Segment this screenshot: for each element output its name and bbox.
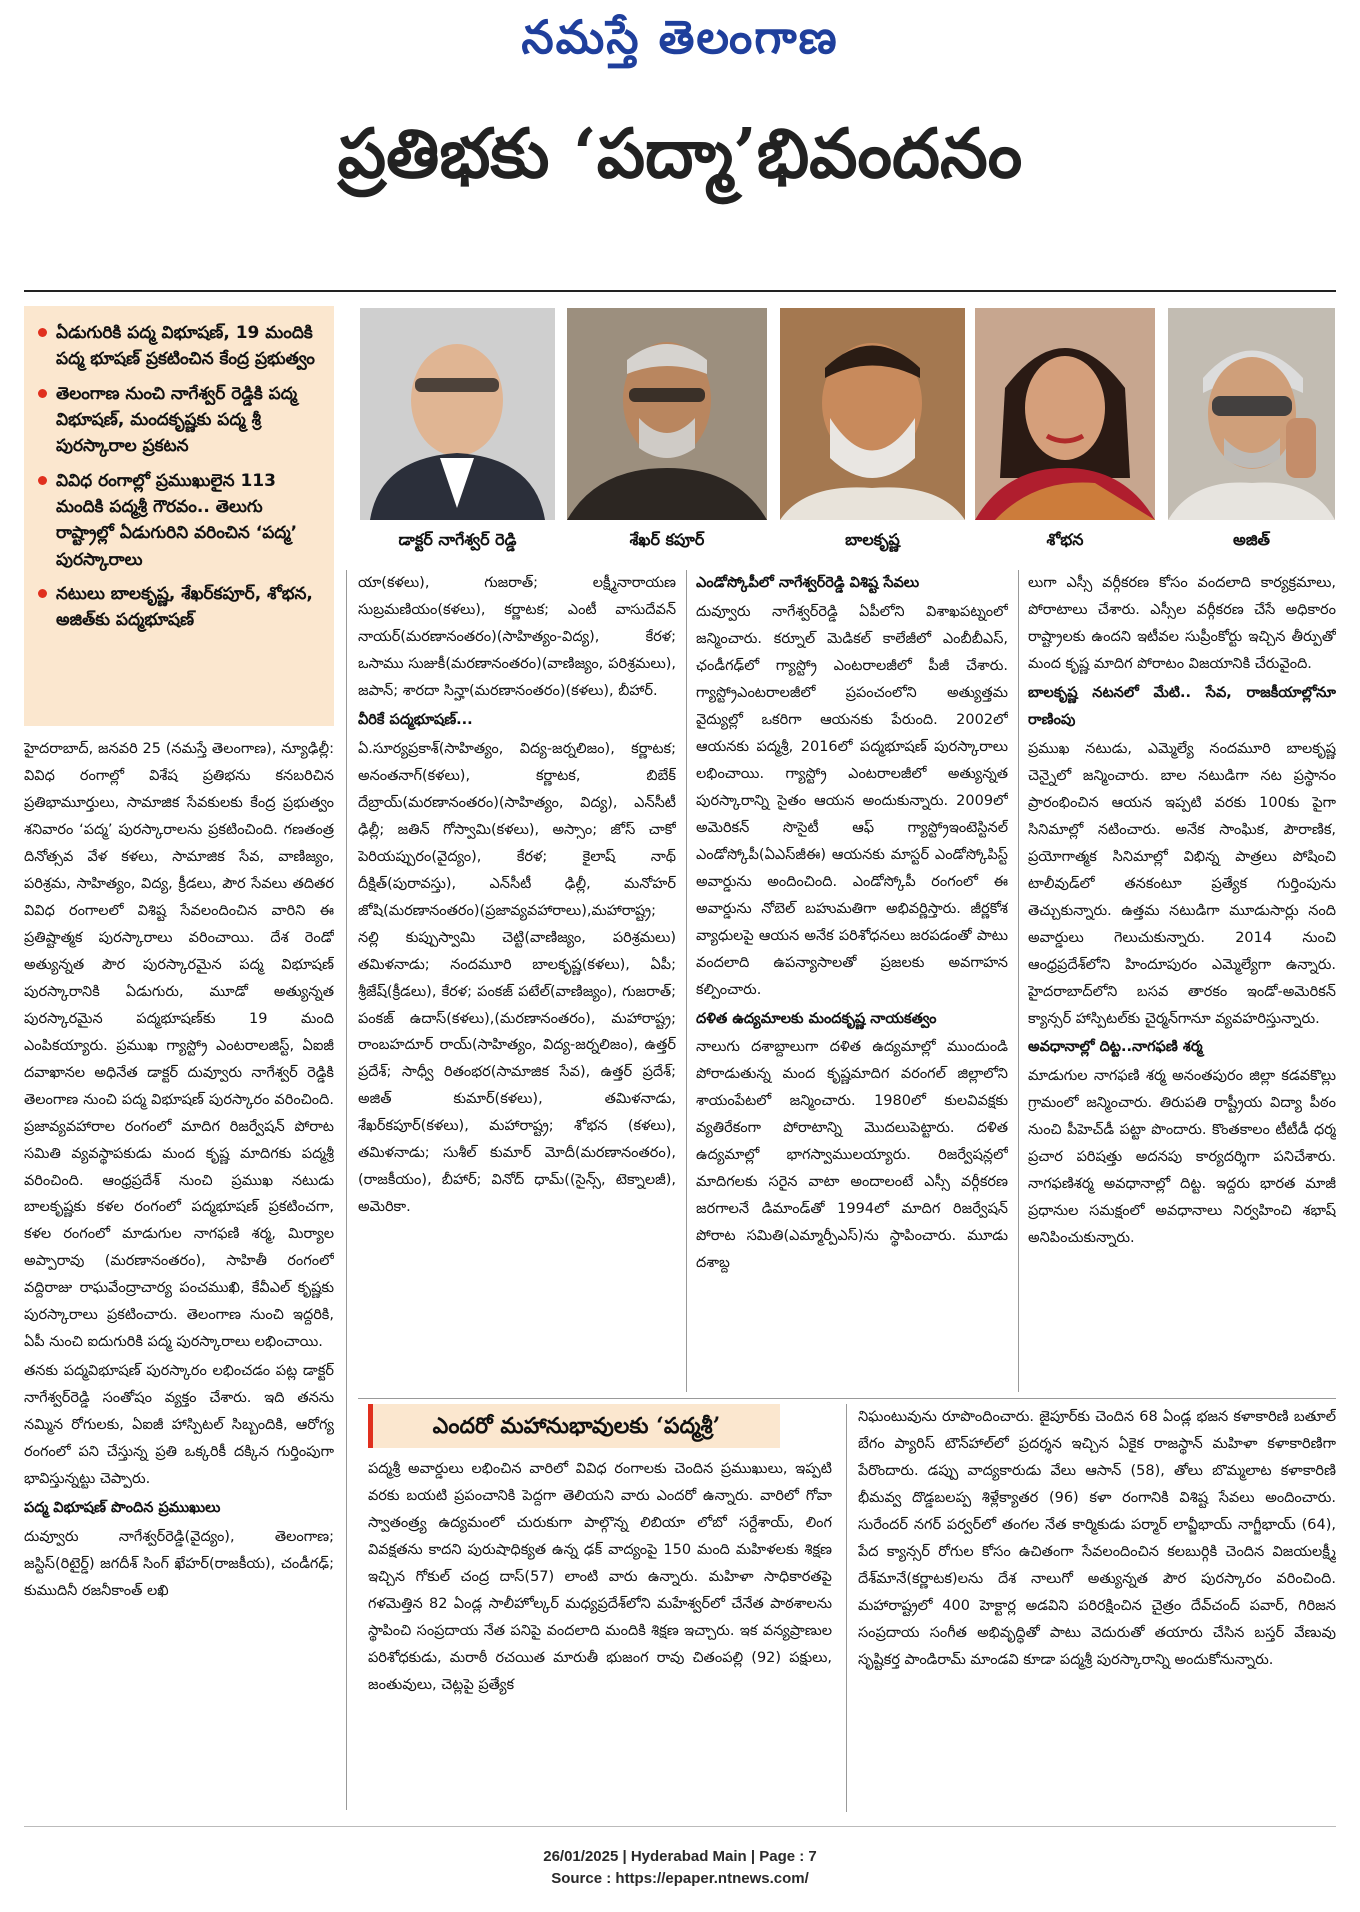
caption-balakrishna: బాలకృష్ణ [845, 530, 900, 549]
subheading: పద్మ విభూషణ్ పొందిన ప్రముఖులు [24, 1500, 221, 1517]
photo-balakrishna [780, 308, 965, 520]
article-column-3 [696, 570, 1008, 1392]
highlight-item: నటులు బాలకృష్ణ, శేఖర్‌కపూర్, శోభన, అజిత్‌కు పద్మభూషణ్ [34, 581, 324, 634]
section-rule [358, 1398, 1336, 1399]
padmashri-column-left [368, 1456, 832, 1812]
footer-date-edition: 26/01/2025 | Hyderabad Main | Page : 7 [543, 1848, 817, 1865]
bullet-icon [38, 589, 47, 598]
body-paragraph: లుగా ఎస్సీ వర్గీకరణ కోసం వందలాది కార్యక్రమాలు, పోరాటాలు చేశారు. ఎస్సీల వర్గీకరణ చేసే అధికారం రాష్ట్రాలకు ఉందని ఇటీవల సుప్రీంకోర్టు ఇచ్చిన తీర్పుతో మంద కృష్ణ మాదిగ పోరాటం విజయానికి చేరువైంది. [1028, 575, 1336, 672]
body-paragraph: మాడుగుల నాగఫణి శర్మ అనంతపురం జిల్లా కడవకొల్లు గ్రామంలో జన్మించారు. తిరుపతి రాష్ట్రీయ విద్యా పీఠం నుంచి పీహెచ్‌డీ పట్టా పొందారు. కొంతకాలం టీటీడీ ధర్మ ప్రచార పరిషత్తు అదనపు కార్యదర్శిగా పనిచేశారు. నాగఫణిశర్మ అవధానాల్లో దిట్ట. ఇద్దరు భారత మాజీ ప్రధానుల సమక్షంలో అవధానాలు నిర్వహించి శభాష్ అనిపించుకున్నారు. [1028, 1068, 1336, 1247]
body-paragraph: నిఘంటువును రూపొందించారు. జైపూర్‌కు చెందిన 68 ఏండ్ల భజన కళాకారిణి బతూల్ బేగం ప్యారిస్ టౌన్‌హాల్‌లో ప్రదర్శన ఇచ్చిన ఏకైక రాజస్థాన్ మహిళా కళాకారిణిగా పేరొందారు. డప్పు వాద్యకారుడు వేలు ఆసాన్ (58), తోలు బొమ్మలాట కళాకారిణి భీమవ్వ దొడ్డబలప్ప శిళ్లేక్యాతర (96) కళా రంగానికి విశిష్ట సేవలు అందించారు. సురేందర్ నగర్ పర్వర్‌లో తంగల నేత కార్మికుడు పర్మార్ లావ్జీభాయ్ నాగ్జీభాయ్ (64), పేద క్యాన్సర్ రోగుల కోసం ఉచితంగా సేవలందించిన కలబుర్గికి చెందిన విజయలక్ష్మీ దేశ్‌మానే(కర్ణాటక)లను దేశ నాలుగో అత్యున్నత పౌర పురస్కారం వరించింది. మహారాష్ట్రలో 400 హెక్టార్ల అడవిని పరిరక్షించిన చైత్రం దేవ్‌చంద్ పవార్, గిరిజన సంప్రదాయ సంగీత అభివృద్ధితో పాటు వెదురుతో తయారు చేసిన బస్తర్ వేణువు సృష్టికర్త పాండిరామ్ మాండవి కూడా పద్మశ్రీ పురస్కారాన్ని అందుకోనున్నారు. [858, 1409, 1336, 1668]
body-paragraph: దువ్వూరు నాగేశ్వర్‌రెడ్డి(వైద్యం), తెలంగాణ; జస్టిస్(రిటైర్డ్) జగదీశ్ సింగ్ ఖేహర్(రాజకీయ), చండీగఢ్; కుముదినీ రజనీకాంత్ లఖి [24, 1529, 334, 1600]
padmashri-section-title: ఎందరో మహానుభావులకు ‘పద్మశ్రీ’ [368, 1404, 780, 1448]
masthead-logo: నమస్తే తెలంగాణ [521, 10, 839, 64]
portrait-image [780, 308, 965, 520]
portrait-image [1168, 308, 1335, 520]
caption-nageshwar-reddy: డాక్టర్ నాగేశ్వర్ రెడ్డి [398, 530, 517, 549]
highlights-box [24, 306, 334, 726]
headline-rule [24, 290, 1336, 292]
article-column-4 [1028, 570, 1336, 1392]
photo-strip [360, 308, 1335, 558]
footer-source-link[interactable]: Source : https://epaper.ntnews.com/ [551, 1869, 809, 1887]
subheading: అవధానాల్లో దిట్ట..నాగఫణి శర్మ [1028, 1039, 1203, 1056]
body-paragraph: దువ్వూరు నాగేశ్వర్‌రెడ్డి ఏపీలోని విశాఖపట్నంలో జన్మించారు. కర్నూల్ మెడికల్ కాలేజీలో ఎంబీబీఎస్, ఛండీగఢ్‌లో గ్యాస్ట్రో ఎంటరాలజీలో పీజీ చేశారు. గ్యాస్ట్రోఎంటరాలజీలో ప్రపంచంలోని అత్యుత్తమ వైద్యుల్లో ఒకరిగా ఆయనకు పేరుంది. 2002లో ఆయనకు పద్మశ్రీ, 2016లో పద్మభూషణ్ పురస్కారాలు లభించాయి. గ్యాస్ట్రో ఎంటరాలజీలో అత్యున్నత పురస్కారాన్ని సైతం ఆయన అందుకున్నారు. 2009లో అమెరికన్ సొసైటీ ఆఫ్ గ్యాస్ట్రోఇంటెస్టినల్ ఎండోస్కోపీ(ఏఎస్‌జీఈ) ఆయనకు మాస్టర్ ఎండోస్కోపిస్ట్ అవార్డును అందించింది. ఎండోస్కోపీ రంగంలో ఈ అవార్డును నోబెల్ బహుమతిగా అభివర్ణిస్తారు. జీర్ణకోశ వ్యాధులపై ఆయన అనేక పరిశోధనలు జరపడంతో పాటు వందలాది ఉపన్యాసాలతో ప్రజలకు అవగాహన కల్పించారు. [696, 603, 1008, 998]
body-paragraph: యా(కళలు), గుజరాత్; లక్ష్మీనారాయణ సుబ్రమణియం(కళలు), కర్ణాటక; ఎంటీ వాసుదేవన్ నాయర్(మరణానంతరం)(సాహిత్యం-విద్య), కేరళ; ఒసాము సుజుకీ(మరణానంతరం)(వాణిజ్యం, పరిశ్రమలు), జపాన్; శారదా సిన్హా(మరణానంతరం)(కళలు), బీహార్. [358, 575, 676, 699]
page-footer [0, 1846, 1360, 1890]
body-paragraph: ప్రముఖ నటుడు, ఎమ్మెల్యే నందమూరి బాలకృష్ణ చెన్నైలో జన్మించారు. బాల నటుడిగా నట ప్రస్థానం ప్రారంభించిన ఆయన ఇప్పటి వరకు 100కు పైగా సినిమాల్లో నటించారు. అనేక సాంఘిక, పౌరాణిక, ప్రయోగాత్మక సినిమాల్లో విభిన్న పాత్రలు పోషించి టాలీవుడ్‌లో తనకంటూ ప్రత్యేక గుర్తింపును తెచ్చుకున్నారు. ఉత్తమ నటుడిగా మూడుసార్లు నంది అవార్డులు గెలుచుకున్నారు. 2014 నుంచి ఆంధ్రప్రదేశ్‌లోని హిందూపురం ఎమ్మెల్యేగా ఉన్నారు. హైదరాబాద్‌లోని బసవ తారకం ఇండో-అమెరికన్ క్యాన్సర్ హాస్పిటల్‌కు చైర్మన్‌గానూ వ్యవహరిస్తున్నారు. [1028, 740, 1336, 1027]
column-separator [1018, 570, 1019, 1392]
bullet-icon [38, 389, 47, 398]
subheading: వీరికే పద్మభూషణ్... [358, 711, 473, 728]
caption-shekhar-kapur: శేఖర్ కపూర్ [629, 530, 705, 549]
portrait-image [360, 308, 555, 520]
page-headline: ప్రతిభకు ‘పద్మా’భివందనం [337, 114, 1023, 194]
highlight-item: వివిధ రంగాల్లో ప్రముఖులైన 113 మందికి పద్మశ్రీ గౌరవం.. తెలుగు రాష్ట్రాల్లో ఏడుగురిని వరించిన ‘పద్మ’ పురస్కారాలు [34, 468, 324, 573]
photo-shekhar-kapur [567, 308, 767, 520]
article-column-2 [358, 570, 676, 1392]
body-paragraph: తనకు పద్మవిభూషణ్ పురస్కారం లభించడం పట్ల డాక్టర్ నాగేశ్వర్‌రెడ్డి సంతోషం వ్యక్తం చేశారు. ఇది తనను నమ్మిన రోగులకు, ఏఐజీ హాస్పిటల్ సిబ్బందికి, ఆరోగ్య రంగంలో పని చేస్తున్న ప్రతి ఒక్కరికీ దక్కిన గుర్తింపుగా భావిస్తున్నట్టు చెప్పారు. [24, 1363, 334, 1488]
body-paragraph: హైదరాబాద్, జనవరి 25 (నమస్తే తెలంగాణ), న్యూఢిల్లీ: వివిధ రంగాల్లో విశేష ప్రతిభను కనబరిచిన ప్రతిభామూర్తులు, సామాజిక సేవకులకు కేంద్ర ప్రభుత్వం శనివారం ‘పద్మ’ పురస్కారాలను ప్రకటించింది. గణతంత్ర దినోత్సవ వేళ కళలు, సామాజిక సేవ, వాణిజ్యం, పరిశ్రమ, సాహిత్యం, విద్య, క్రీడలు, పౌర సేవలు తదితర వివిధ రంగాలలో విశిష్ట సేవలందించిన వారిని ఈ ప్రతిష్టాత్మక పురస్కారాలు వరించాయి. దేశ రెండో అత్యున్నత పౌర పురస్కారమైన పద్మ విభూషణ్ పురస్కారానికి ఏడుగురు, మూడో అత్యున్నత పురస్కారమైన పద్మభూషణ్‌కు 19 మంది ఎంపికయ్యారు. ప్రముఖ గ్యాస్ట్రో ఎంటరాలజిస్ట్, ఏఐజీ దవాఖానల అధినేత డాక్టర్ దువ్వూరు నాగేశ్వర్ రెడ్డికి తెలంగాణ నుంచి పద్మ విభూషణ్ పురస్కారం వరించింది. ప్రజావ్యవహారాల రంగంలో మాదిగ రిజర్వేషన్ పోరాట సమితి వ్యవస్థాపకుడు మంద కృష్ణ మాదిగకు పద్మశ్రీ వరించింది. ఆంధ్రప్రదేశ్ నుంచి ప్రముఖ నటుడు బాలకృష్ణకు కళల రంగంలో పద్మభూషణ్ ప్రకటించగా, కళల రంగంలో మాడుగుల నాగఫణి శర్మ, మిర్యాల అప్పారావు (మరణానంతరం), సాహితీ రంగంలో వద్దిరాజు రాఘవేంద్రాచార్య పంచముఖి, కేవీఎల్ కృష్ణకు పురస్కారాలు ప్రకటించారు. తెలంగాణ నుంచి ఇద్దరికి, ఏపీ నుంచి ఐదుగురికి పద్మ పురస్కారాలు లభించాయి. [24, 741, 334, 1351]
padmashri-column-right [858, 1404, 1336, 1812]
highlight-item: ఏడుగురికి పద్మ విభూషణ్, 19 మందికి పద్మ భూషణ్ ప్రకటించిన కేంద్ర ప్రభుత్వం [34, 320, 324, 373]
portrait-image [975, 308, 1155, 520]
article-column-1 [24, 736, 334, 1806]
caption-shobhana: శోభన [1046, 530, 1084, 549]
photo-ajith [1168, 308, 1335, 520]
footer-rule [24, 1826, 1336, 1827]
column-separator [686, 570, 687, 1392]
highlight-item: తెలంగాణ నుంచి నాగేశ్వర్ రెడ్డికి పద్మ విభూషణ్, మందకృష్ణకు పద్మ శ్రీ పురస్కారాల ప్రకటన [34, 381, 324, 460]
caption-ajith: అజిత్ [1233, 530, 1270, 549]
body-paragraph: పద్మశ్రీ అవార్డులు లభించిన వారిలో వివిధ రంగాలకు చెందిన ప్రముఖులు, ఇప్పటి వరకు బయటి ప్రపంచానికి పెద్దగా తెలియని వారు ఎందరో ఉన్నారు. వారిలో గోవా స్వాతంత్ర్య ఉద్యమంలో చురుకుగా పాల్గొన్న లిబియా లోబో సర్దేశాయ్, లింగ వివక్షతను కాదని పురుషాధిక్యత ఉన్న ఢక్ వాద్యంపై 150 మంది మహిళలకు శిక్షణ ఇచ్చిన గోకుల్ చంద్ర దాస్(57) లాంటి వారు ఉన్నారు. మహిళా సాధికారతపై గళమెత్తిన 82 ఏండ్ల సాలీహోల్కర్ మధ్యప్రదేశ్‌లోని మహేశ్వర్‌లో చేనేత పాఠశాలను స్థాపించి సంప్రదాయ నేత పనిపై వందలాది మందికి శిక్షణ ఇచ్చారు. ఇక వన్యప్రాణుల పరిశోధకుడు, మరాఠీ రచయిత మారుతీ భుజంగ రావు చితంపల్లి (92) పక్షులు, జంతువులు, చెట్లపై ప్రత్యేక [368, 1461, 832, 1693]
subheading: దళిత ఉద్యమాలకు మందకృష్ణ నాయకత్వం [696, 1010, 937, 1027]
photo-nageshwar-reddy [360, 308, 555, 520]
body-paragraph: ఏ.సూర్యప్రకాశ్(సాహిత్యం, విద్య-జర్నలిజం), కర్ణాటక; అనంతనాగ్(కళలు), కర్ణాటక, బిబేక్ దేబ్రాయ్(మరణానంతరం)(సాహిత్యం, విద్య), ఎన్‌సీటీ ఢిల్లీ; జతిన్ గోస్వామి(కళలు), అస్సాం; జోస్ చాకో పెరియప్పురం(వైద్యం), కేరళ; కైలాష్ నాథ్ దీక్షిత్(పురావస్తు), ఎన్‌సీటీ ఢిల్లీ, మనోహర్ జోషి(మరణానంతరం)(ప్రజావ్యవహారాలు),మహారాష్ట్ర; నల్లి కుప్పుస్వామి చెట్టి(వాణిజ్యం, పరిశ్రమలు) తమిళనాడు; నందమూరి బాలకృష్ణ(కళలు), ఏపీ; శ్రీజేష్(క్రీడలు), కేరళ; పంకజ్ పటేల్(వాణిజ్యం), గుజరాత్; పంకజ్ ఉదాస్(కళలు),(మరణానంతరం), మహారాష్ట్ర; రాంబహదూర్ రాయ్(సాహిత్యం, విద్య-జర్నలిజం), ఉత్తర్ ప్రదేశ్; సాధ్వీ రితంభర(సామాజిక సేవ), ఉత్తర్ ప్రదేశ్; అజిత్ కుమార్(కళలు), తమిళనాడు, శేఖర్‌కపూర్(కళలు), మహారాష్ట్ర; శోభన (కళలు), తమిళనాడు; సుశీల్ కుమార్ మోదీ(మరణానంతరం), (రాజకీయం), బీహార్; వినోద్ ధామ్((సైన్స్, టెక్నాలజీ), అమెరికా. [358, 740, 676, 1216]
subheading: ఎండోస్కోపీలో నాగేశ్వర్‌రెడ్డి విశిష్ట సేవలు [696, 575, 920, 591]
photo-shobhana [975, 308, 1155, 520]
subheading: బాలకృష్ణ నటనలో మేటి.. సేవ, రాజకీయాల్లోనూ రాణింపు [1028, 684, 1336, 728]
body-paragraph: నాలుగు దశాబ్దాలుగా దళిత ఉద్యమాల్లో ముందుండి పోరాడుతున్న మంద కృష్ణమాదిగ వరంగల్ జిల్లాలోని శాయంపేటలో జన్మించారు. 1980లో కులవివక్షకు వ్యతిరేకంగా పోరాటాన్ని మొదలుపెట్టారు. దళిత ఉద్యమాల్లో భాగస్వాములయ్యారు. రిజర్వేషన్లలో మాదిగలకు సరైన వాటా అందాలంటే ఎస్సీ వర్గీకరణ జరగాలనే డిమాండ్‌తో 1994లో మాదిగ రిజర్వేషన్ పోరాట సమితి(ఎమ్మార్పీఎస్)ను స్థాపించారు. మూడు దశాబ్ద [696, 1039, 1008, 1272]
column-separator [346, 570, 347, 1810]
bullet-icon [38, 328, 47, 337]
bullet-icon [38, 476, 47, 485]
column-separator [846, 1404, 847, 1812]
portrait-image [567, 308, 767, 520]
